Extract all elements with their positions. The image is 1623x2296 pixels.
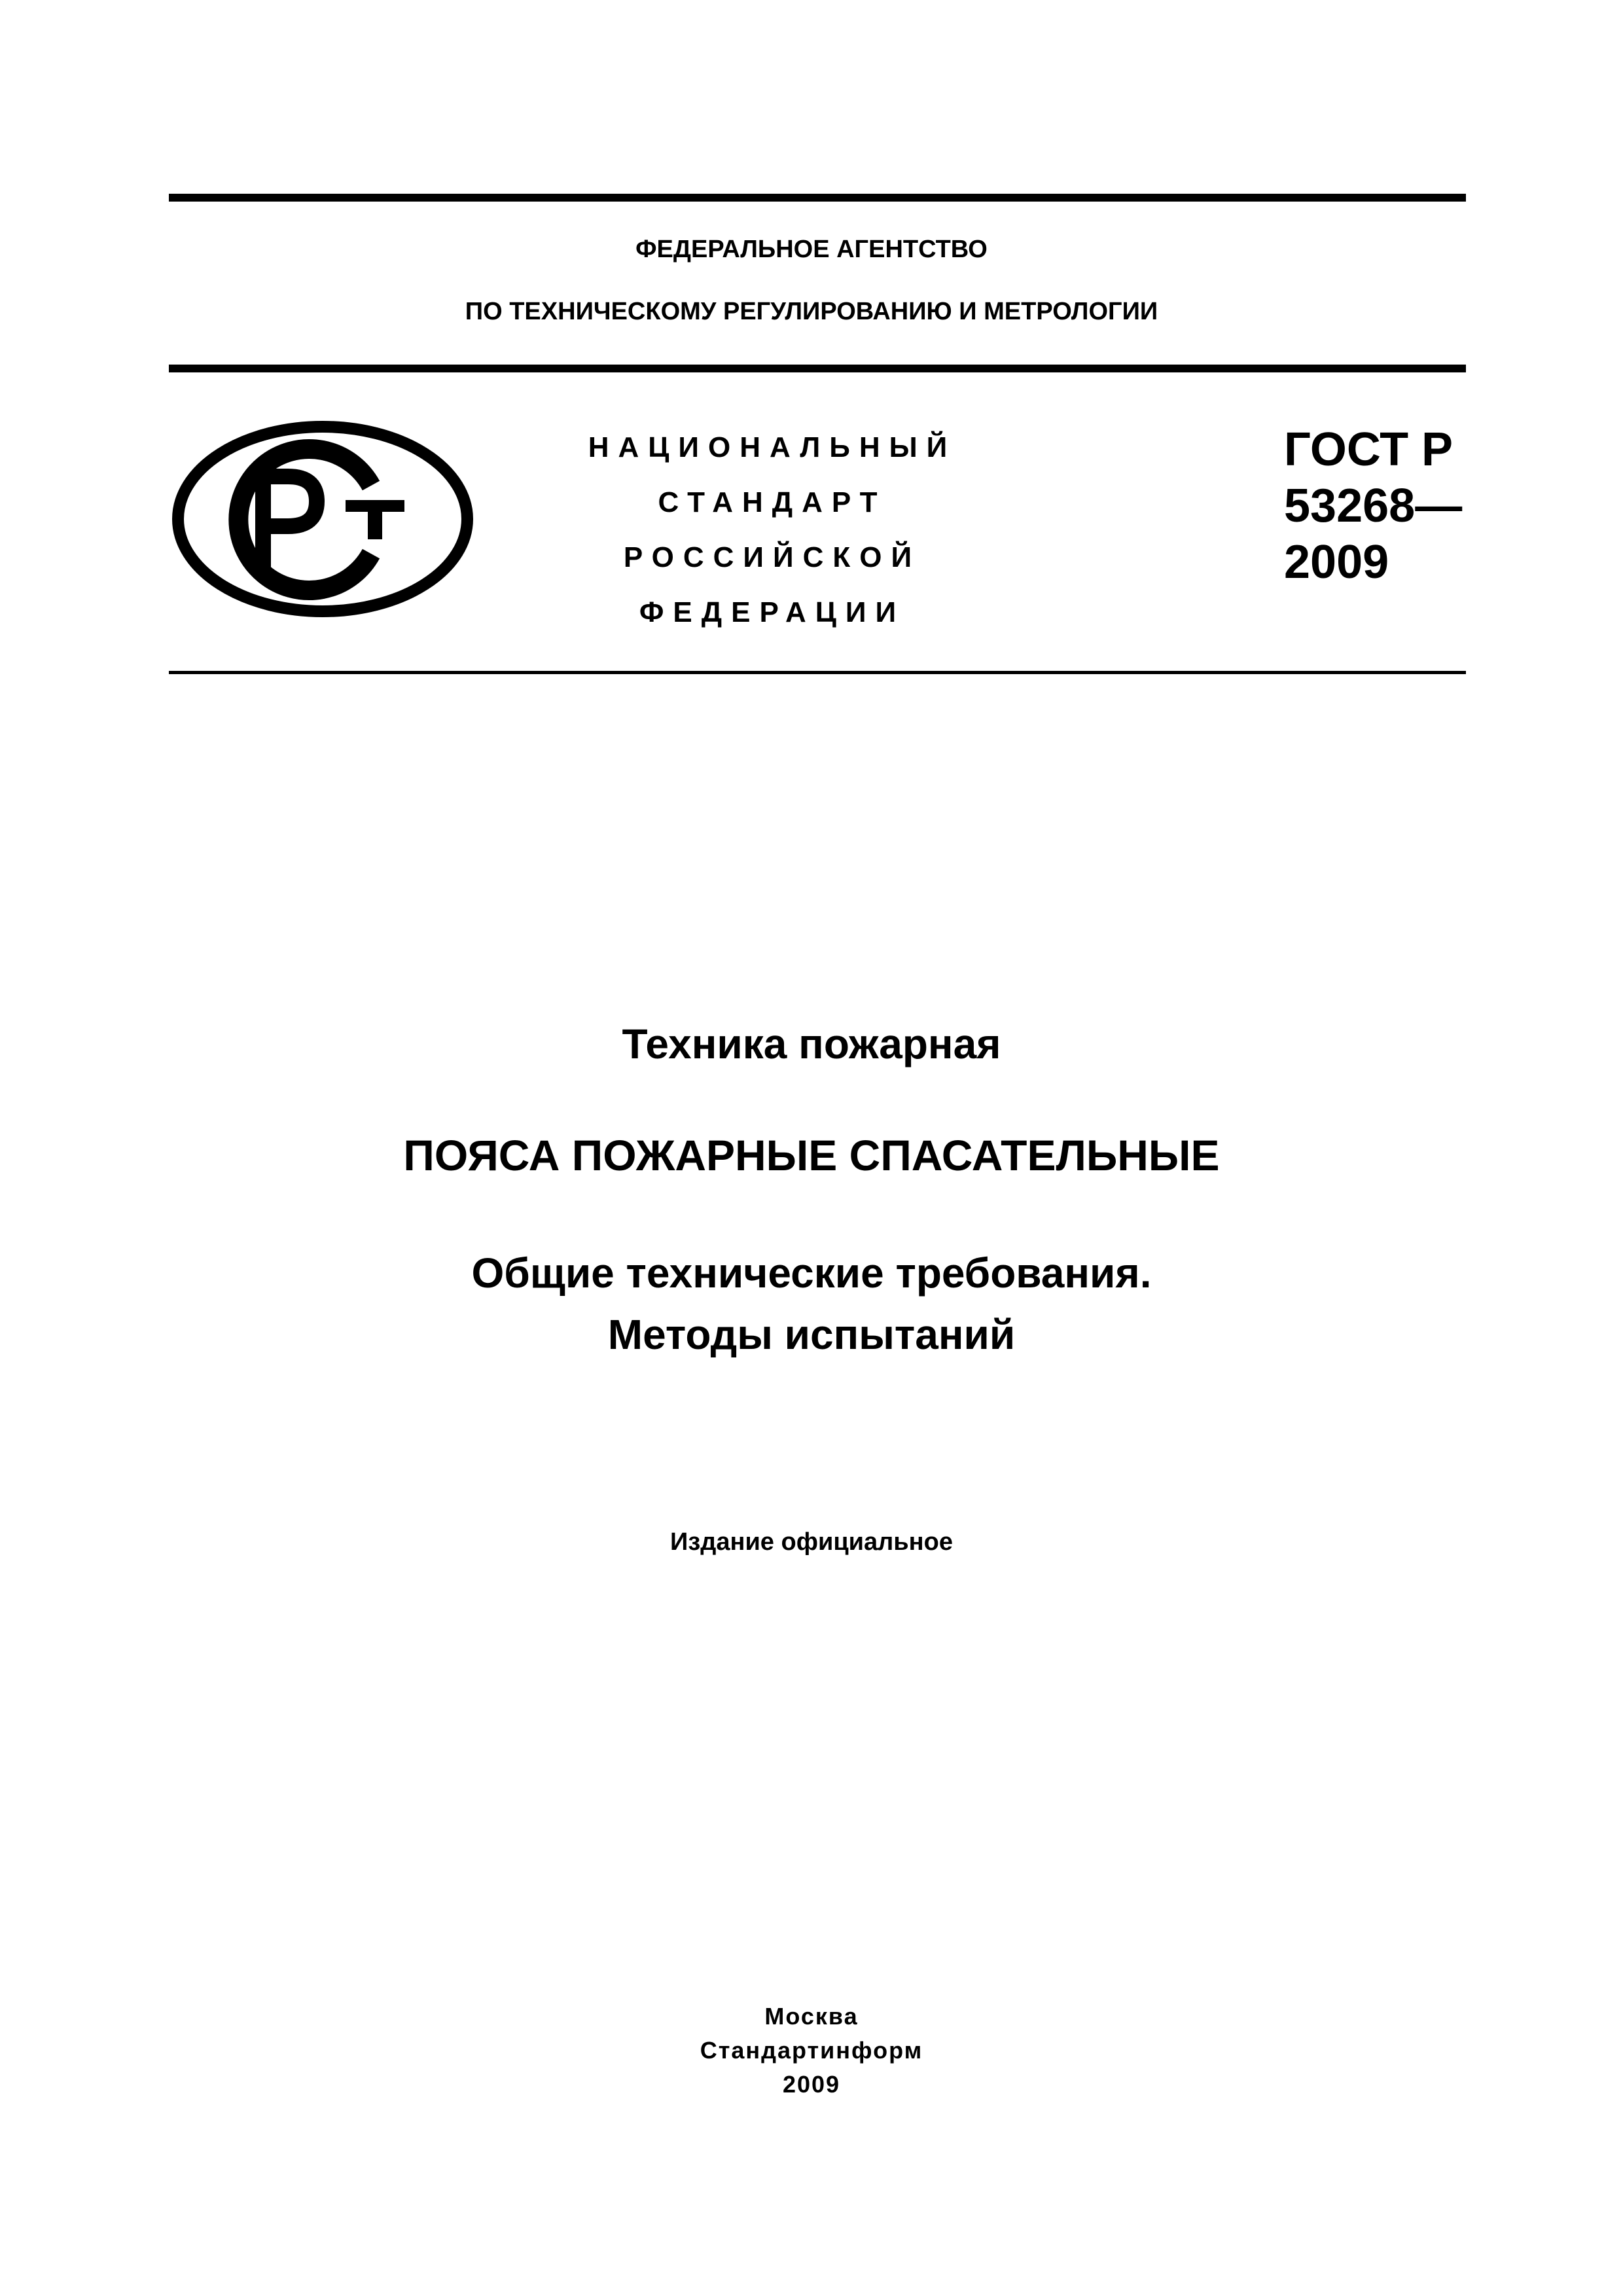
title-main: ПОЯСА ПОЖАРНЫЕ СПАСАТЕЛЬНЫЕ xyxy=(403,1131,1220,1179)
national-standard-heading xyxy=(543,420,1001,640)
standard-designation xyxy=(1284,422,1462,590)
edition-label: Издание официальное xyxy=(670,1528,953,1556)
national-standard-line-4: ФЕДЕРАЦИИ xyxy=(639,596,906,628)
designation-line-3: 2009 xyxy=(1284,536,1389,588)
designation-line-1: ГОСТ Р xyxy=(1284,423,1454,476)
top-rule xyxy=(169,194,1466,202)
agency-name-line-2: ПО ТЕХНИЧЕСКОМУ РЕГУЛИРОВАНИЮ И МЕТРОЛОГИИ xyxy=(465,298,1158,325)
designation-line-2: 53268— xyxy=(1284,480,1463,532)
title-subtitle xyxy=(0,1242,1623,1365)
title-category: Техника пожарная xyxy=(622,1020,1001,1067)
rst-certification-mark-icon xyxy=(171,420,474,618)
agency-name-line-1: ФЕДЕРАЛЬНОЕ АГЕНТСТВО xyxy=(635,236,988,263)
imprint xyxy=(0,2000,1623,2102)
lower-rule xyxy=(169,671,1466,674)
middle-rule xyxy=(169,365,1466,372)
subtitle-line-2: Методы испытаний xyxy=(607,1311,1016,1358)
national-standard-line-1: НАЦИОНАЛЬНЫЙ xyxy=(588,431,957,463)
national-standard-line-2: СТАНДАРТ xyxy=(658,486,887,518)
imprint-year: 2009 xyxy=(782,2071,841,2098)
imprint-publisher: Стандартинформ xyxy=(700,2037,923,2064)
imprint-city: Москва xyxy=(764,2003,859,2030)
subtitle-line-1: Общие технические требования. xyxy=(471,1249,1152,1297)
national-standard-line-3: РОССИЙСКОЙ xyxy=(623,541,921,573)
